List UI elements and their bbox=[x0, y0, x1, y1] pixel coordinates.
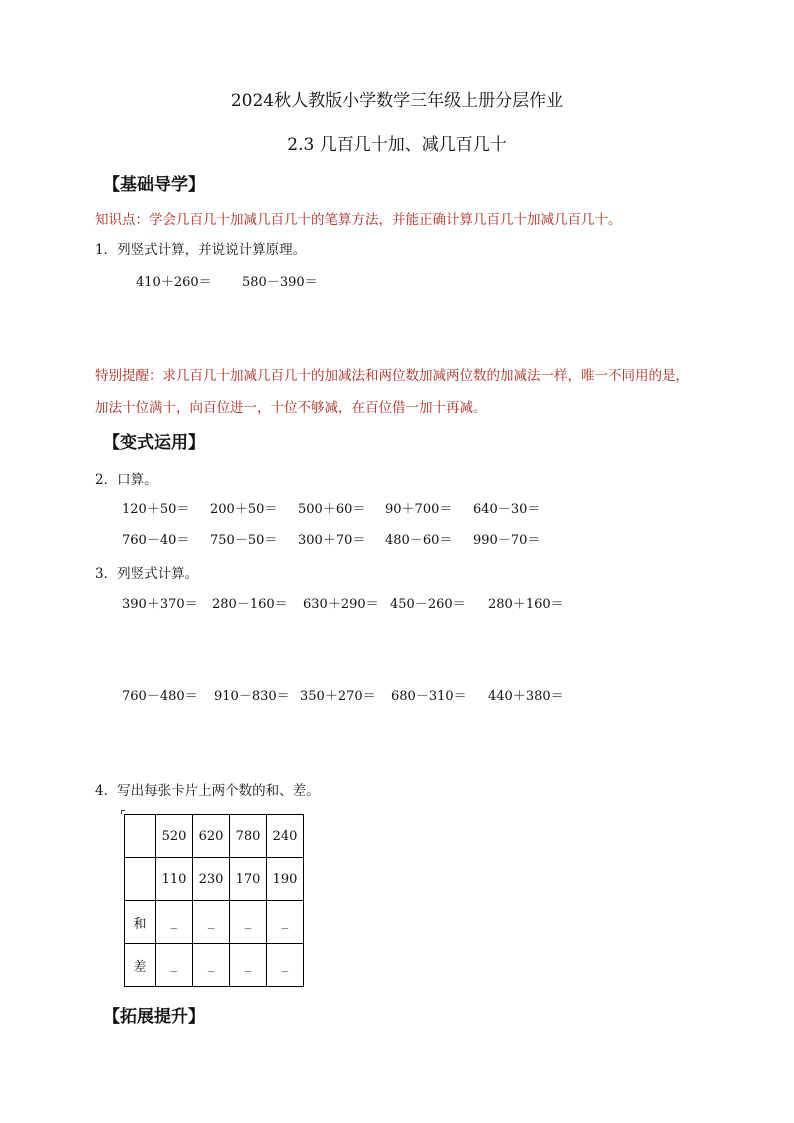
answer-blank: _ bbox=[267, 901, 304, 944]
q3-exercise: 440＋380＝ bbox=[488, 689, 564, 704]
table-cell: 240 bbox=[267, 815, 304, 858]
q3-exercise: 630＋290＝ bbox=[303, 597, 379, 612]
answer-blank: _ bbox=[156, 901, 193, 944]
table-cell: 190 bbox=[267, 858, 304, 901]
q2-exercise: 640－30＝ bbox=[473, 502, 541, 517]
table-row bbox=[125, 901, 304, 944]
q2-exercise: 90＋700＝ bbox=[385, 502, 453, 517]
q3-exercise: 280＋160＝ bbox=[488, 597, 564, 612]
q3-exercise: 350＋270＝ bbox=[300, 689, 376, 704]
page-title: 2024秋人教版小学数学三年级上册分层作业 bbox=[230, 91, 564, 111]
question-1: 1．列竖式计算，并说说计算原理。 bbox=[95, 242, 307, 258]
q3-exercise: 760－480＝ bbox=[122, 689, 198, 704]
answer-blank: _ bbox=[230, 944, 267, 987]
table-cell: 620 bbox=[193, 815, 230, 858]
table-cell bbox=[125, 815, 156, 858]
section-heading-basic: 【基础导学】 bbox=[103, 175, 205, 195]
table-cell: 520 bbox=[156, 815, 193, 858]
q2-exercise: 200＋50＝ bbox=[210, 502, 278, 517]
cards-table bbox=[124, 814, 304, 987]
q3-exercise: 910－830＝ bbox=[214, 689, 290, 704]
table-cell: 780 bbox=[230, 815, 267, 858]
sum-label: 和 bbox=[125, 901, 156, 944]
question-3: 3．列竖式计算。 bbox=[95, 566, 199, 582]
section-heading-variant: 【变式运用】 bbox=[103, 433, 205, 453]
q2-exercise: 500＋60＝ bbox=[298, 502, 366, 517]
q2-exercise: 990－70＝ bbox=[473, 533, 541, 548]
knowledge-point: 知识点：学会几百几十加减几百几十的笔算方法，并能正确计算几百几十加减几百几十。 bbox=[95, 212, 622, 228]
q3-exercise: 450－260＝ bbox=[390, 597, 466, 612]
section-heading-extension: 【拓展提升】 bbox=[103, 1007, 205, 1027]
table-row bbox=[125, 815, 304, 858]
table-cell: 110 bbox=[156, 858, 193, 901]
difference-label: 差 bbox=[125, 944, 156, 987]
table-cell bbox=[125, 858, 156, 901]
special-reminder-line1: 特别提醒：求几百几十加减几百几十的加减法和两位数加减两位数的加减法一样，唯一不同用的是， bbox=[95, 368, 689, 384]
q1-exercise: 580－390＝ bbox=[242, 275, 318, 290]
answer-blank: _ bbox=[193, 944, 230, 987]
q2-exercise: 750－50＝ bbox=[210, 533, 278, 548]
q2-exercise: 760－40＝ bbox=[122, 533, 190, 548]
q2-exercise: 300＋70＝ bbox=[298, 533, 366, 548]
answer-blank: _ bbox=[193, 901, 230, 944]
q1-exercise: 410＋260＝ bbox=[136, 275, 212, 290]
question-2: 2．口算。 bbox=[95, 472, 158, 488]
answer-blank: _ bbox=[156, 944, 193, 987]
table-row bbox=[125, 858, 304, 901]
q3-exercise: 680－310＝ bbox=[391, 689, 467, 704]
question-4: 4．写出每张卡片上两个数的和、差。 bbox=[95, 783, 320, 799]
page-subtitle: 2.3 几百几十加、减几百几十 bbox=[287, 135, 507, 155]
q2-exercise: 120＋50＝ bbox=[122, 502, 190, 517]
table-cell: 170 bbox=[230, 858, 267, 901]
answer-blank: _ bbox=[267, 944, 304, 987]
q3-exercise: 390＋370＝ bbox=[122, 597, 198, 612]
q3-exercise: 280－160＝ bbox=[212, 597, 288, 612]
q2-exercise: 480－60＝ bbox=[385, 533, 453, 548]
table-row bbox=[125, 944, 304, 987]
special-reminder-line2: 加法十位满十，向百位进一，十位不够减，在百位借一加十再减。 bbox=[95, 400, 487, 416]
answer-blank: _ bbox=[230, 901, 267, 944]
table-cell: 230 bbox=[193, 858, 230, 901]
